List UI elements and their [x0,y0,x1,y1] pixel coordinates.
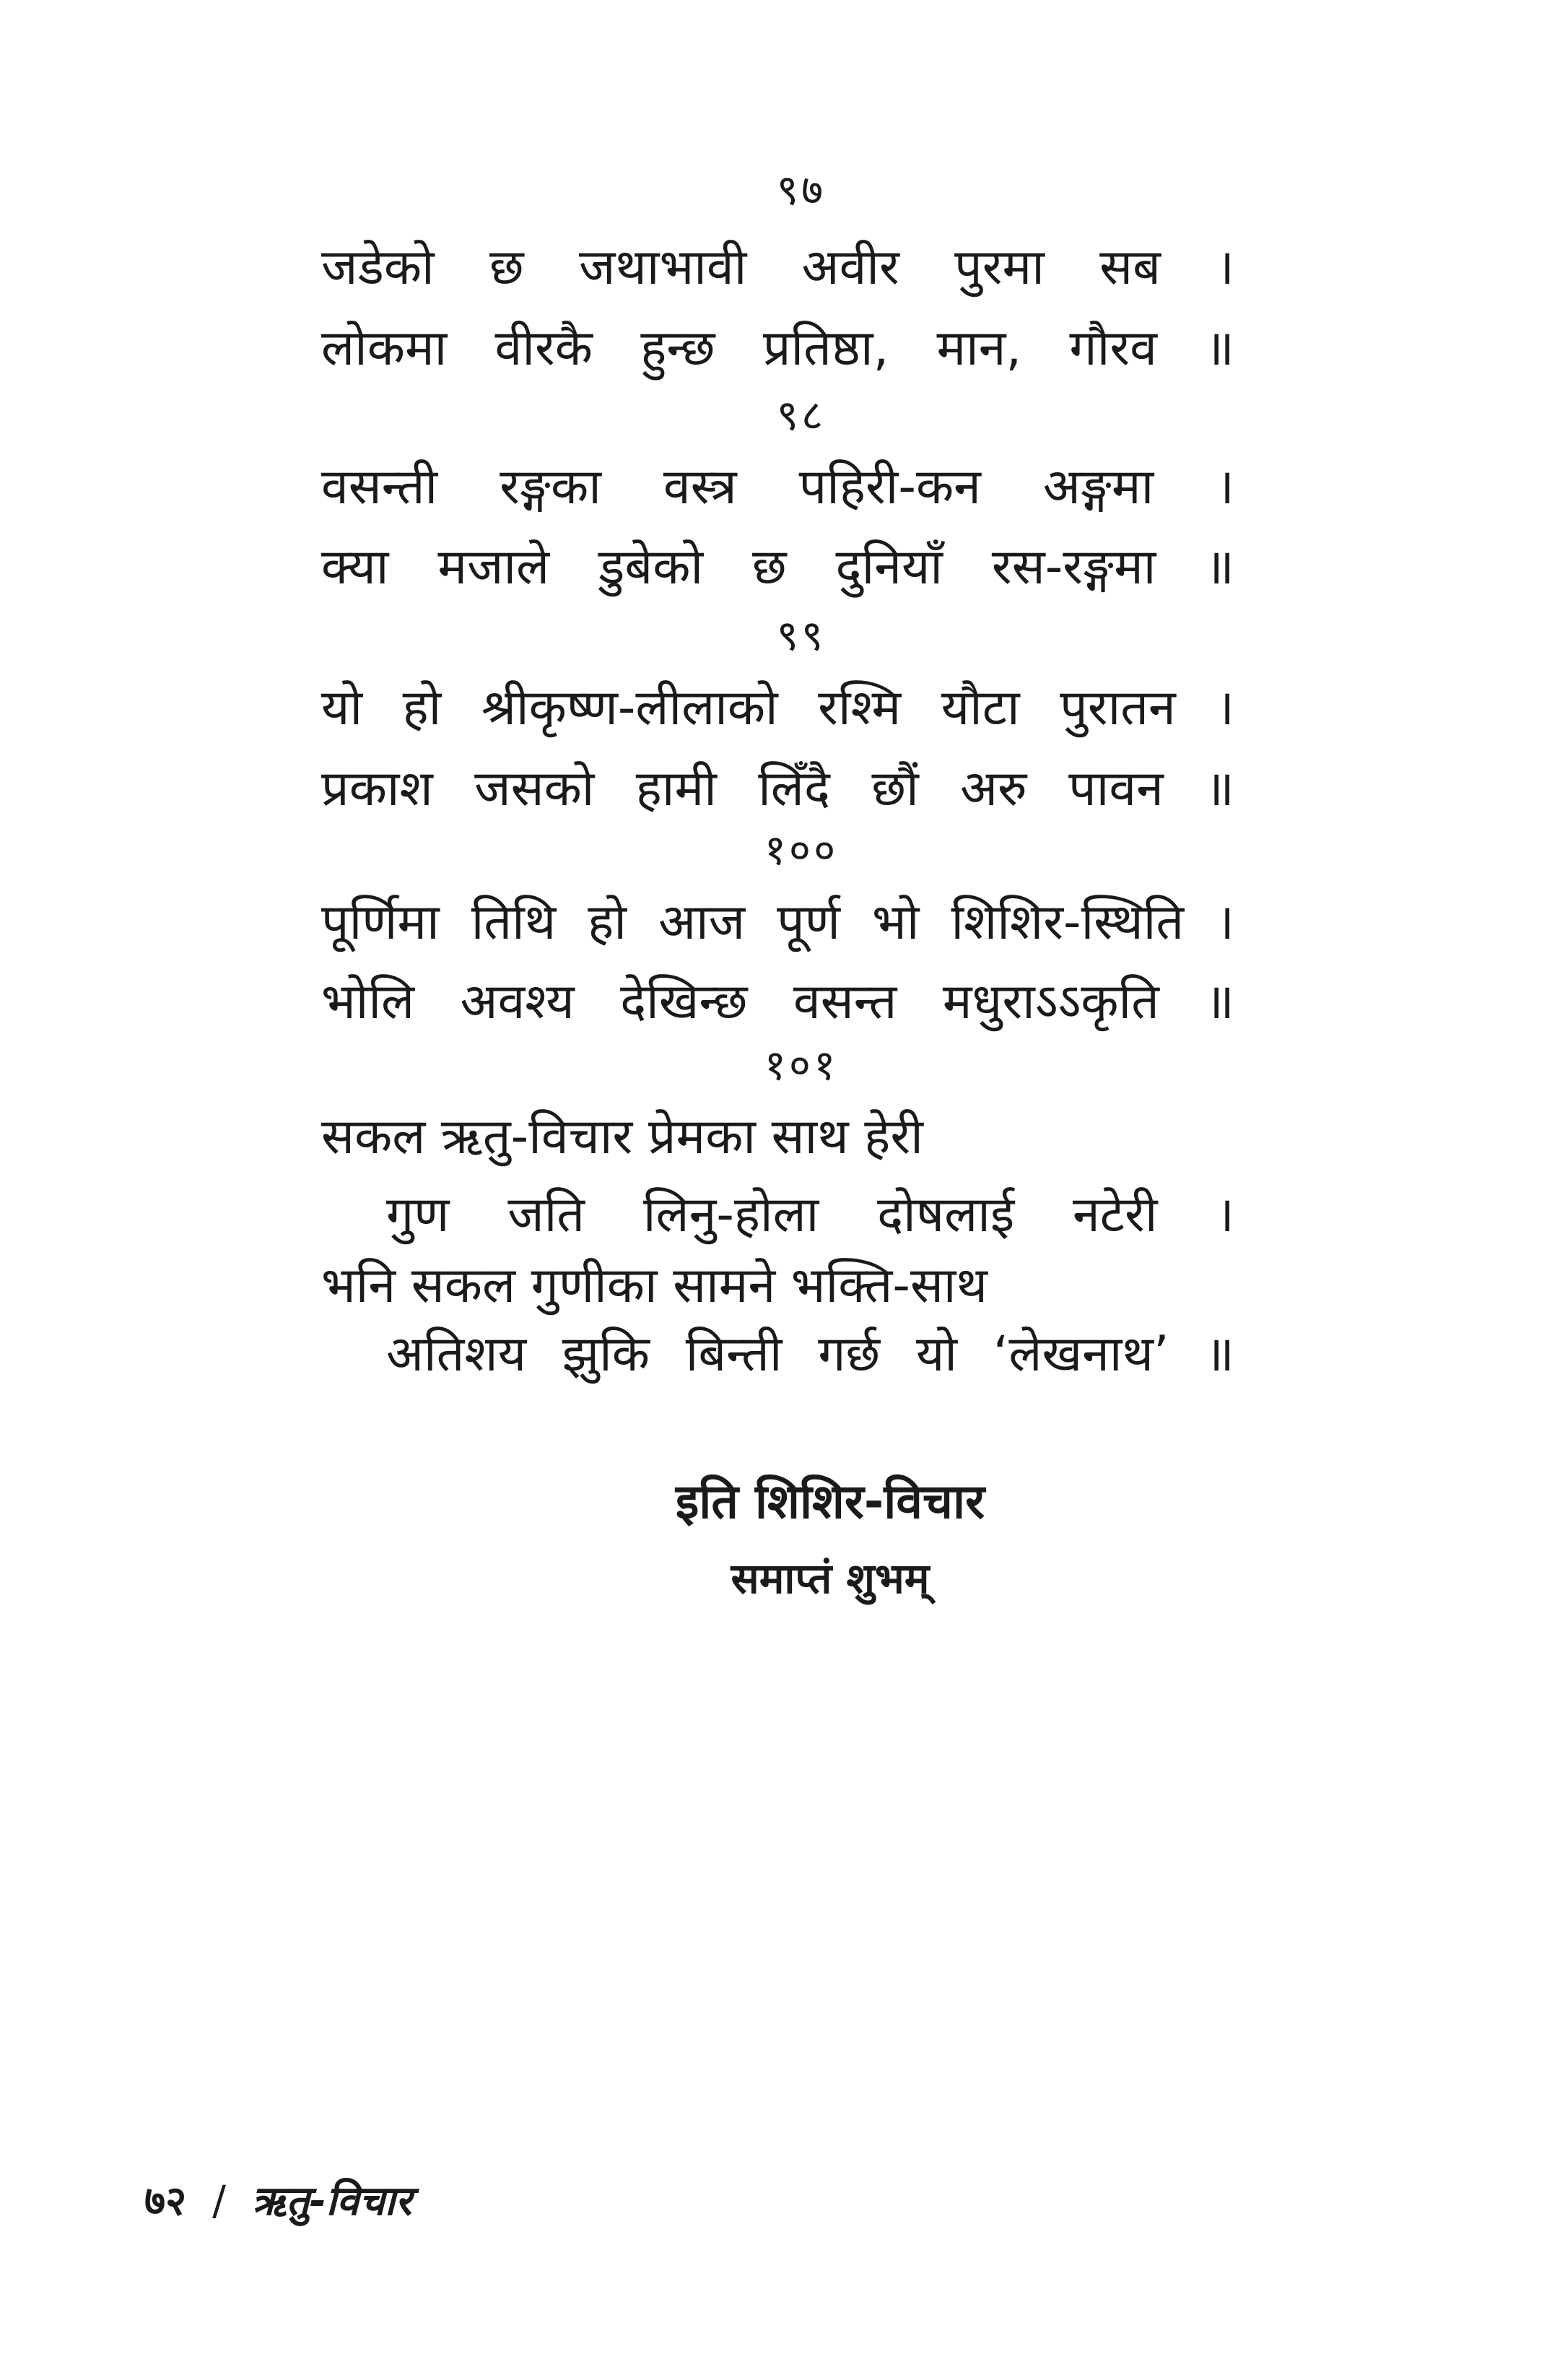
verse-line: भोलि अवश्य देखिन्छ वसन्त मधुराऽऽकृति ॥ [321,973,1234,1030]
stanza-number: ९९ [776,611,827,660]
verse-line: यो हो श्रीकृष्ण-लीलाको रश्मि यौटा पुरातन । [321,679,1234,737]
stanza-number: ९७ [776,165,827,214]
verse-line: पूर्णिमा तिथि हो आज पूर्ण भो शिशिर-स्थिति । [321,894,1234,951]
verse-line: वसन्ती रङ्गका वस्त्र पहिरी-कन अङ्गमा । [321,459,1234,516]
verse-line: लोकमा वीरकै हुन्छ प्रतिष्ठा, मान, गौरव ॥ [321,320,1234,377]
footer-separator: / [212,2178,226,2225]
stanza-number: १०१ [764,1041,839,1090]
closing-subtitle: समाप्तं शुभम् [731,1554,930,1603]
page-number: ७२ [144,2178,187,2225]
verse-line: क्या मजाले डुबेको छ दुनियाँ रस-रङ्गमा ॥ [321,539,1234,596]
closing-title: इति शिशिर-विचार [675,1474,985,1529]
stanza-number: १०० [764,825,839,874]
verse-line: प्रकाश जसको हामी लिँदै छौं अरु पावन ॥ [321,760,1234,817]
verse-line: गुण जति लिनु-होला दोषलाई नटेरी । [386,1186,1234,1243]
book-title: ऋतु-विचार [251,2178,412,2225]
verse-line: सकल ऋतु-विचार प्रेमका साथ हेरी [321,1108,923,1165]
verse-line: अतिशय झुकि बिन्ती गर्छ यो ‘लेखनाथ’ ॥ [386,1326,1234,1383]
stanza-number: ९८ [776,391,827,440]
page-footer [144,2176,411,2227]
verse-line: भनि सकल गुणीका सामने भक्ति-साथ [321,1257,988,1314]
verse-line: जडेको छ जथाभावी अवीर पुरमा सब । [321,239,1234,296]
